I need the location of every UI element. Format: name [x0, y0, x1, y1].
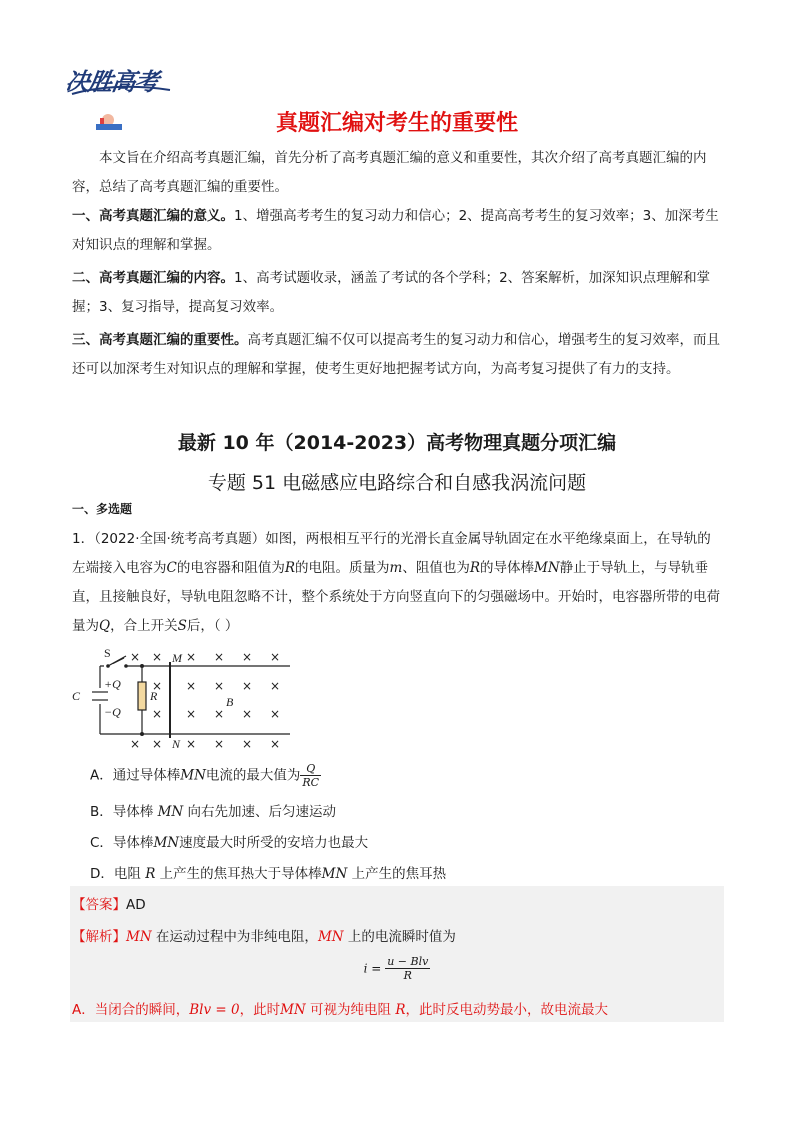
opt-var: MN: [180, 767, 206, 784]
field-mark: ×: [242, 707, 253, 721]
label-r: R: [150, 689, 158, 703]
opt-var: MN: [321, 866, 348, 882]
analysis-text: 上的电流瞬时值为: [343, 929, 456, 945]
label-b: B: [226, 695, 234, 709]
field-mark: ×: [242, 679, 253, 693]
section-label: 一、多选题: [72, 502, 133, 516]
opt-text: B．导体棒: [90, 804, 158, 820]
q-var: R: [284, 560, 296, 576]
option-a: [90, 762, 321, 789]
label-minus-q: −Q: [104, 705, 121, 719]
point-head: 一、高考真题汇编的意义。: [72, 208, 234, 224]
point-content: [72, 264, 724, 322]
answer-line: [72, 893, 146, 913]
field-mark: ×: [130, 737, 141, 751]
point-body: 高考真题汇编不仅可以提高考生的复习动力和信心，增强考生的复习效率，而且还可以加深考生对知识点的理解和掌握，使考生更好地把握考试方向，为高考复习提供了有力的支持。: [72, 332, 720, 377]
q-text: 静止于导轨上，与导轨垂直，且接触良好，导轨电阻忽略不计，整个系统处于方向竖直向下的匀强磁场中。开始时，电容器所带的电荷量为: [72, 560, 720, 634]
field-mark: ×: [270, 650, 281, 664]
answer-value: AD: [126, 897, 146, 913]
field-mark: ×: [242, 650, 253, 664]
field-mark: ×: [130, 650, 141, 664]
point-importance: [72, 326, 724, 384]
fraction-denominator: RC: [302, 776, 320, 789]
label-plus-q: +Q: [104, 677, 121, 691]
topic-heading: 专题 51 电磁感应电路综合和自感我涡流问题: [207, 472, 587, 494]
opt-text: 上产生的焦耳热: [347, 866, 447, 882]
field-mark: ×: [214, 707, 225, 721]
opt-text: D．电阻: [90, 866, 146, 882]
q-var: S: [177, 618, 187, 634]
fraction-numerator: u − Blv: [387, 955, 429, 968]
q-text: 的电阻。质量为: [295, 560, 390, 576]
analysis-eq: Blv = 0: [189, 1002, 240, 1018]
field-mark: ×: [186, 737, 197, 751]
fraction-numerator: Q: [300, 762, 321, 776]
analysis-line: [72, 925, 456, 945]
analysis-text: A．当闭合的瞬间，: [72, 1002, 190, 1018]
intro-paragraph: 本文旨在介绍高考真题汇编，首先分析了高考真题汇编的意义和重要性，其次介绍了高考真题汇编的内容，总结了高考真题汇编的重要性。: [72, 150, 707, 195]
current-formula: [0, 955, 794, 982]
field-mark: ×: [214, 737, 225, 751]
field-mark: ×: [152, 707, 163, 721]
analysis-var: MN: [317, 929, 344, 945]
q-var: R: [469, 560, 480, 576]
analysis-var: R: [395, 1002, 406, 1018]
field-mark: ×: [242, 737, 253, 751]
opt-text: 上产生的焦耳热大于导体棒: [155, 866, 322, 882]
opt-var: R: [145, 866, 156, 882]
analysis-text: 在运动过程中为非纯电阻，: [151, 929, 318, 945]
point-head: 二、高考真题汇编的内容。: [72, 270, 234, 286]
fraction-denominator: R: [403, 969, 412, 982]
field-mark: ×: [214, 679, 225, 693]
logo-text: 决胜高考: [63, 67, 160, 96]
collection-heading: 最新 10 年（2014-2023）高考物理真题分项汇编: [177, 432, 617, 454]
point-body: 1、高考试题收录，涵盖了考试的各个学科；2、答案解析，加深知识点理解和掌握；3、复习指导，提高复习效率。: [72, 270, 711, 315]
field-mark: ×: [270, 679, 281, 693]
analysis-text: ，此时反电动势最小，故电流最大: [405, 1002, 609, 1018]
page-title: 真题汇编对考生的重要性: [275, 111, 518, 136]
label-c: C: [72, 689, 81, 703]
q-text: 的导体棒: [480, 560, 534, 576]
q-text: ，合上开关: [110, 618, 178, 634]
option-a-fraction: [300, 762, 321, 789]
q-text: 1．（2022·全国·统考高考真题）如图，两根相互平行的光滑长直金属导轨固定在水平绝缘桌面上，在导轨的左端接入电容为: [72, 531, 711, 576]
formula-lhs: i =: [363, 961, 382, 976]
point-body: 1、增强高考考生的复习动力和信心；2、提高高考考生的复习效率；3、加深考生对知识点的理解和掌握。: [72, 208, 719, 253]
opt-text: 电流的最大值为: [205, 767, 301, 784]
field-mark: ×: [152, 679, 163, 693]
analysis-text: ，此时: [239, 1002, 281, 1018]
analysis-tag: 【解析】: [72, 929, 126, 945]
opt-var: MN: [153, 835, 180, 851]
opt-text: C．导体棒: [90, 835, 154, 851]
q-var: Q: [99, 618, 111, 634]
label-n: N: [172, 737, 181, 751]
question-text: [72, 525, 724, 641]
label-m: M: [172, 651, 182, 665]
analysis-var: MN: [280, 1002, 306, 1018]
point-head: 三、高考真题汇编的重要性。: [72, 332, 248, 348]
field-mark: ×: [152, 737, 163, 751]
field-mark: ×: [186, 707, 197, 721]
q-var: MN: [534, 560, 560, 576]
analysis-text: 可视为纯电阻: [305, 1002, 396, 1018]
option-a-analysis: [72, 998, 608, 1018]
option-b: [90, 800, 336, 820]
field-mark: ×: [270, 707, 281, 721]
circuit-diagram: [68, 648, 298, 752]
opt-var: MN: [157, 804, 184, 820]
option-d: [90, 862, 446, 882]
field-mark: ×: [186, 650, 197, 664]
answer-tag: 【答案】: [72, 897, 126, 913]
opt-text: 向右先加速、后匀速运动: [183, 804, 336, 820]
field-mark: ×: [214, 650, 225, 664]
field-mark: ×: [186, 679, 197, 693]
point-significance: [72, 202, 724, 260]
q-var: C: [166, 560, 177, 576]
opt-text: 速度最大时所受的安培力也最大: [179, 835, 369, 851]
opt-text: A．通过导体棒: [90, 767, 181, 784]
q-text: 、阻值也为: [402, 560, 470, 576]
label-s: S: [104, 648, 111, 660]
analysis-var: MN: [126, 929, 152, 945]
q-text: 后，（ ）: [186, 618, 239, 634]
q-var: m: [389, 560, 403, 576]
field-mark: ×: [270, 737, 281, 751]
field-mark: ×: [152, 650, 163, 664]
formula-fraction: [385, 955, 430, 982]
q-text: 的电容器和阻值为: [176, 560, 285, 576]
option-c: [90, 831, 368, 851]
